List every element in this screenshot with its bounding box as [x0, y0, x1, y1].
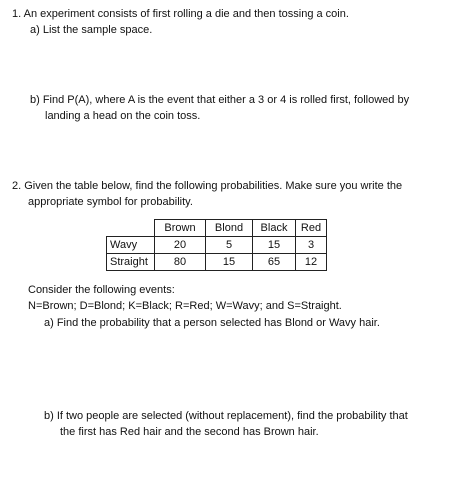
events-definitions: N=Brown; D=Blond; K=Black; R=Red; W=Wavy; and S=Straight.: [28, 300, 342, 312]
q2-part-b-line2: the first has Red hair and the second has Brown hair.: [60, 426, 319, 438]
q2-stem-line2: appropriate symbol for probability.: [28, 196, 193, 208]
col-header-blond: Blond: [206, 220, 253, 237]
table-header-row: [107, 220, 327, 237]
col-header-red: Red: [296, 220, 327, 237]
q1-stem: 1. An experiment consists of first rolling a die and then tossing a coin.: [12, 8, 349, 20]
events-intro: Consider the following events:: [28, 284, 175, 296]
q1-part-a: a) List the sample space.: [30, 24, 153, 36]
q1-part-b-line1: b) Find P(A), where A is the event that either a 3 or 4 is rolled first, followed by: [30, 94, 410, 106]
q2-part-b-line1: b) If two people are selected (without replacement), find the probability that: [44, 410, 408, 422]
table-cell: 3: [296, 237, 327, 254]
table-cell: 80: [155, 254, 206, 271]
q1-part-b-line2: landing a head on the coin toss.: [45, 110, 201, 122]
table-cell: 65: [253, 254, 296, 271]
table-cell: 15: [253, 237, 296, 254]
q2-stem-line1: 2. Given the table below, find the following probabilities. Make sure you write the: [12, 180, 403, 192]
hair-type-table: [106, 219, 327, 271]
table-row: [107, 237, 327, 254]
col-header-brown: Brown: [155, 220, 206, 237]
table-cell: 5: [206, 237, 253, 254]
table-cell: 12: [296, 254, 327, 271]
table-cell: 15: [206, 254, 253, 271]
row-header-wavy: Wavy: [107, 237, 155, 254]
table-cell: 20: [155, 237, 206, 254]
table-row: [107, 254, 327, 271]
table-corner: [107, 220, 155, 237]
q2-part-a: a) Find the probability that a person selected has Blond or Wavy hair.: [44, 317, 380, 329]
col-header-black: Black: [253, 220, 296, 237]
row-header-straight: Straight: [107, 254, 155, 271]
